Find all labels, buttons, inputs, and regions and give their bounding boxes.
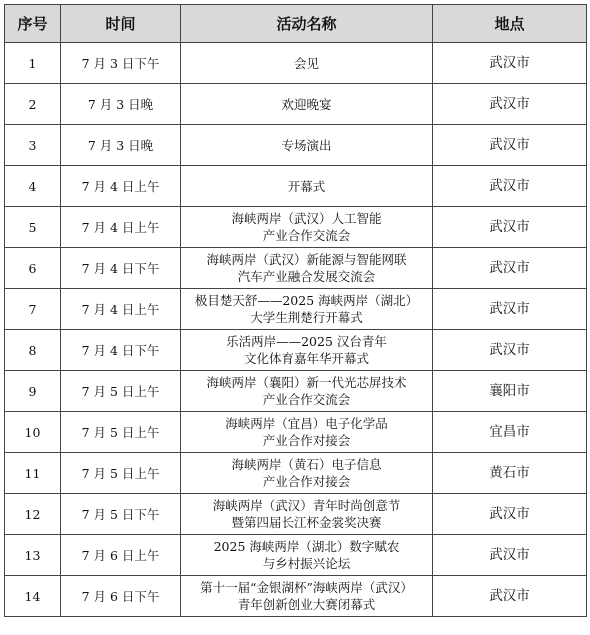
activity-line: 2025 海峡两岸（湖北）数字赋农 bbox=[213, 539, 400, 554]
header-location: 地点 bbox=[433, 5, 587, 43]
table-row bbox=[5, 371, 587, 412]
cell-location: 武汉市 bbox=[433, 248, 587, 289]
cell-location: 襄阳市 bbox=[433, 371, 587, 412]
cell-no: 2 bbox=[5, 84, 61, 125]
cell-time: 7 月 5 日下午 bbox=[61, 494, 181, 535]
activity-line: 青年创新创业大赛闭幕式 bbox=[237, 597, 376, 612]
table-row bbox=[5, 166, 587, 207]
cell-location: 武汉市 bbox=[433, 494, 587, 535]
activity-line: 海峡两岸（宜昌）电子化学品 bbox=[225, 416, 388, 431]
schedule-table bbox=[4, 4, 587, 617]
table-row bbox=[5, 576, 587, 617]
table-row bbox=[5, 207, 587, 248]
activity-line: 乐活两岸——2025 汉台青年 bbox=[226, 334, 387, 349]
cell-no: 10 bbox=[5, 412, 61, 453]
activity-line: 海峡两岸（黄石）电子信息 bbox=[231, 457, 382, 472]
activity-line: 大学生荆楚行开幕式 bbox=[250, 310, 363, 325]
activity-line: 开幕式 bbox=[287, 178, 326, 194]
header-no: 序号 bbox=[5, 5, 61, 43]
activity-line: 海峡两岸（襄阳）新一代光芯屏技术 bbox=[206, 375, 407, 390]
activity-line: 产业合作对接会 bbox=[262, 474, 351, 489]
cell-no: 1 bbox=[5, 43, 61, 84]
cell-activity bbox=[181, 576, 433, 617]
table-row bbox=[5, 535, 587, 576]
cell-activity bbox=[181, 43, 433, 84]
activity-line: 海峡两岸（武汉）青年时尚创意节 bbox=[212, 498, 401, 513]
cell-activity bbox=[181, 166, 433, 207]
cell-activity bbox=[181, 494, 433, 535]
header-row bbox=[5, 5, 587, 43]
table-row bbox=[5, 330, 587, 371]
cell-activity bbox=[181, 371, 433, 412]
activity-line: 极目楚天舒——2025 海峡两岸（湖北） bbox=[194, 293, 419, 308]
activity-line: 专场演出 bbox=[281, 137, 332, 153]
activity-line: 产业合作交流会 bbox=[262, 392, 351, 407]
activity-line: 汽车产业融合发展交流会 bbox=[237, 269, 376, 284]
cell-location: 武汉市 bbox=[433, 576, 587, 617]
cell-activity bbox=[181, 453, 433, 494]
cell-time: 7 月 4 日上午 bbox=[61, 289, 181, 330]
cell-location: 武汉市 bbox=[433, 125, 587, 166]
cell-time: 7 月 3 日晚 bbox=[61, 84, 181, 125]
table-row bbox=[5, 289, 587, 330]
table-body bbox=[5, 43, 587, 617]
table-row bbox=[5, 248, 587, 289]
cell-time: 7 月 4 日上午 bbox=[61, 166, 181, 207]
activity-line: 第十一届“金银湖杯”海峡两岸（武汉） bbox=[200, 580, 413, 595]
cell-location: 黄石市 bbox=[433, 453, 587, 494]
activity-line: 暨第四届长江杯金裳奖决赛 bbox=[231, 515, 382, 530]
cell-time: 7 月 3 日下午 bbox=[61, 43, 181, 84]
cell-activity bbox=[181, 84, 433, 125]
cell-time: 7 月 4 日下午 bbox=[61, 330, 181, 371]
cell-time: 7 月 5 日上午 bbox=[61, 453, 181, 494]
table-row bbox=[5, 125, 587, 166]
activity-line: 欢迎晚宴 bbox=[281, 96, 332, 112]
cell-activity bbox=[181, 248, 433, 289]
cell-activity bbox=[181, 330, 433, 371]
cell-time: 7 月 4 日上午 bbox=[61, 207, 181, 248]
cell-activity bbox=[181, 535, 433, 576]
cell-time: 7 月 6 日上午 bbox=[61, 535, 181, 576]
cell-time: 7 月 3 日晚 bbox=[61, 125, 181, 166]
cell-no: 4 bbox=[5, 166, 61, 207]
cell-no: 12 bbox=[5, 494, 61, 535]
cell-no: 11 bbox=[5, 453, 61, 494]
cell-location: 武汉市 bbox=[433, 207, 587, 248]
activity-line: 文化体育嘉年华开幕式 bbox=[243, 351, 369, 366]
cell-no: 5 bbox=[5, 207, 61, 248]
cell-no: 3 bbox=[5, 125, 61, 166]
cell-no: 9 bbox=[5, 371, 61, 412]
table-row bbox=[5, 453, 587, 494]
table-row bbox=[5, 494, 587, 535]
cell-activity bbox=[181, 207, 433, 248]
table-row bbox=[5, 84, 587, 125]
cell-location: 武汉市 bbox=[433, 166, 587, 207]
activity-line: 产业合作对接会 bbox=[262, 433, 351, 448]
table-row bbox=[5, 43, 587, 84]
cell-no: 8 bbox=[5, 330, 61, 371]
cell-location: 宜昌市 bbox=[433, 412, 587, 453]
cell-location: 武汉市 bbox=[433, 43, 587, 84]
activity-line: 与乡村振兴论坛 bbox=[262, 556, 351, 571]
cell-no: 7 bbox=[5, 289, 61, 330]
cell-location: 武汉市 bbox=[433, 330, 587, 371]
cell-activity bbox=[181, 125, 433, 166]
cell-no: 13 bbox=[5, 535, 61, 576]
cell-location: 武汉市 bbox=[433, 84, 587, 125]
cell-time: 7 月 4 日下午 bbox=[61, 248, 181, 289]
cell-activity bbox=[181, 289, 433, 330]
header-time: 时间 bbox=[61, 5, 181, 43]
activity-line: 海峡两岸（武汉）新能源与智能网联 bbox=[206, 252, 407, 267]
cell-location: 武汉市 bbox=[433, 289, 587, 330]
table-row bbox=[5, 412, 587, 453]
cell-time: 7 月 6 日下午 bbox=[61, 576, 181, 617]
cell-activity bbox=[181, 412, 433, 453]
cell-location: 武汉市 bbox=[433, 535, 587, 576]
activity-line: 海峡两岸（武汉）人工智能 bbox=[231, 211, 382, 226]
cell-no: 6 bbox=[5, 248, 61, 289]
cell-time: 7 月 5 日上午 bbox=[61, 371, 181, 412]
cell-time: 7 月 5 日上午 bbox=[61, 412, 181, 453]
activity-line: 产业合作交流会 bbox=[262, 228, 351, 243]
activity-line: 会见 bbox=[293, 55, 319, 71]
cell-no: 14 bbox=[5, 576, 61, 617]
header-activity: 活动名称 bbox=[181, 5, 433, 43]
